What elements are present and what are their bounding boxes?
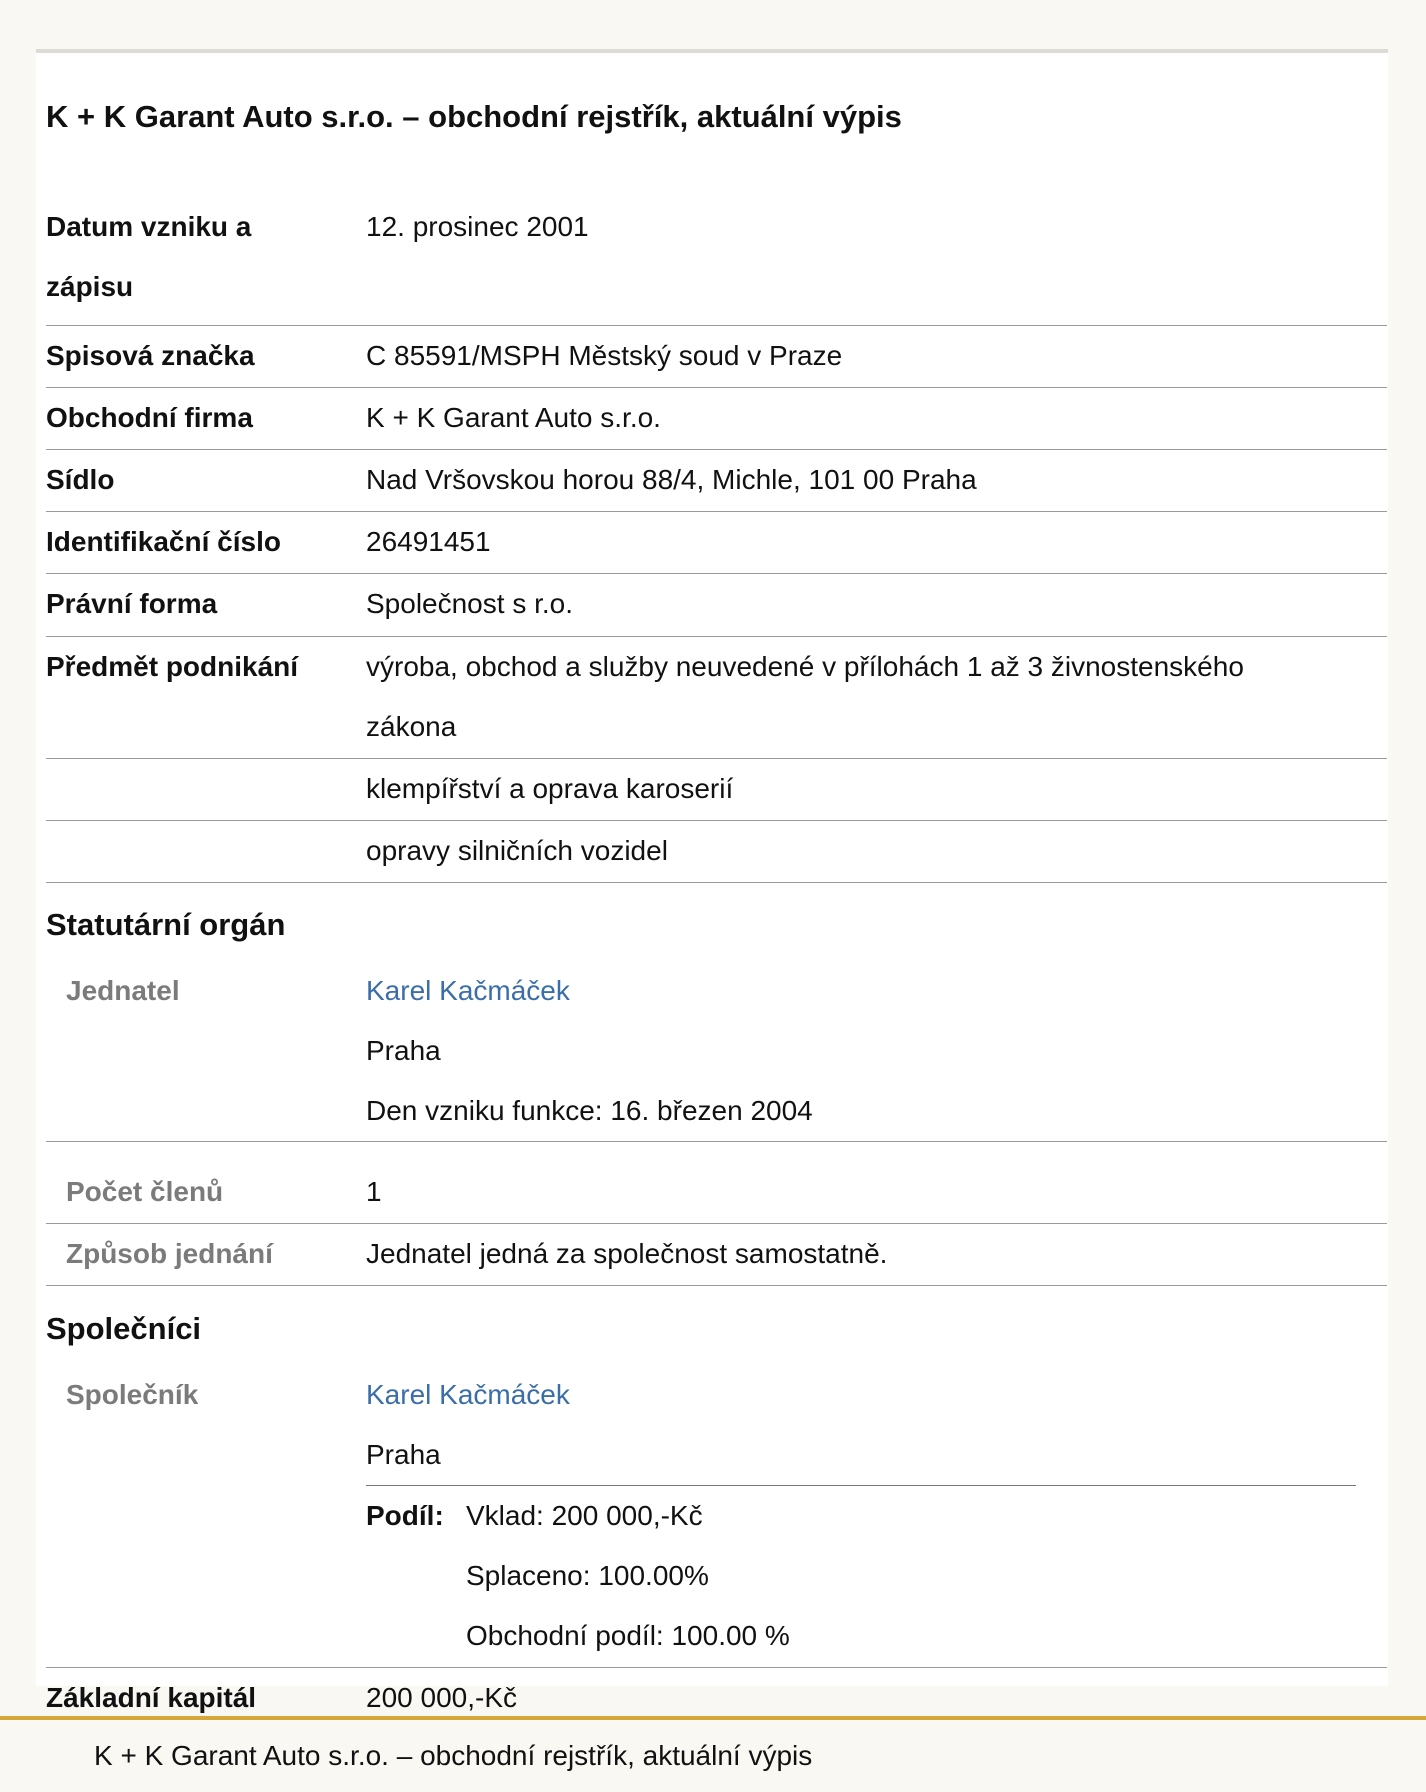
row-label: Společník: [66, 1379, 199, 1410]
row-label-line: zápisu: [46, 271, 134, 302]
row-label: Základní kapitál: [46, 1682, 257, 1713]
page-title: K + K Garant Auto s.r.o. – obchodní rejstřík, aktuální výpis: [46, 99, 902, 134]
person-city: Praha: [366, 1035, 441, 1066]
row-label: [46, 197, 356, 317]
section-heading-spolecnici: Společníci: [46, 1311, 202, 1346]
row-jednatel: [46, 961, 1387, 1142]
share-obchodni-podil: Obchodní podíl: 100.00 %: [466, 1620, 790, 1651]
row-label: Počet členů: [66, 1176, 224, 1207]
row-value: opravy silničních vozidel: [366, 835, 668, 866]
row-value: [366, 961, 813, 1141]
row-value: 200 000,-Kč: [366, 1682, 517, 1713]
share-splaceno: Splaceno: 100.00%: [466, 1560, 709, 1591]
row-label: Sídlo: [46, 464, 115, 495]
row-spolecnik: [46, 1365, 1387, 1668]
row-value: 1: [366, 1176, 382, 1207]
row-value: K + K Garant Auto s.r.o.: [366, 402, 661, 433]
row-sidlo: [46, 450, 1387, 512]
row-label: Právní forma: [46, 588, 218, 619]
function-start-date: Den vzniku funkce: 16. březen 2004: [366, 1095, 813, 1126]
row-value-line: výroba, obchod a služby neuvedené v přílohách 1 až 3 živnostenského: [366, 651, 1244, 682]
row-predmet-podnikani: [46, 637, 1387, 759]
share-label: Podíl:: [366, 1500, 444, 1531]
share-details: [466, 1486, 790, 1666]
row-predmet-item: [46, 821, 1387, 883]
share-vklad: Vklad: 200 000,-Kč: [466, 1500, 703, 1531]
row-identifikacni-cislo: [46, 512, 1387, 574]
row-datum-vzniku: [46, 197, 1387, 326]
row-value-line: zákona: [366, 711, 457, 742]
row-pocet-clenu: [46, 1162, 1387, 1224]
row-value: Nad Vršovskou horou 88/4, Michle, 101 00 Praha: [366, 464, 977, 495]
row-predmet-item: [46, 759, 1387, 821]
row-value: 26491451: [366, 526, 491, 557]
row-label: Předmět podnikání: [46, 651, 299, 682]
section-heading-statutarni-organ: Statutární orgán: [46, 907, 286, 942]
row-value: [366, 637, 1244, 757]
page-footer: [0, 1716, 1426, 1792]
row-pravni-forma: [46, 574, 1387, 637]
row-label: Spisová značka: [46, 340, 255, 371]
row-spisova-znacka: [46, 326, 1387, 388]
row-label: Obchodní firma: [46, 402, 253, 433]
row-value: 12. prosinec 2001: [366, 211, 589, 242]
footer-title: K + K Garant Auto s.r.o. – obchodní rejstřík, aktuální výpis: [94, 1740, 813, 1771]
row-value: C 85591/MSPH Městský soud v Praze: [366, 340, 843, 371]
person-link[interactable]: Karel Kačmáček: [366, 975, 570, 1006]
row-value: Jednatel jedná za společnost samostatně.: [366, 1238, 888, 1269]
register-extract-panel: [36, 49, 1388, 1713]
row-label: Identifikační číslo: [46, 526, 281, 557]
row-zpusob-jednani: [46, 1224, 1387, 1286]
row-label: Způsob jednání: [66, 1238, 273, 1269]
row-value: klempířství a oprava karoserií: [366, 773, 734, 804]
row-label: Jednatel: [66, 975, 180, 1006]
row-value: [366, 1365, 570, 1485]
person-link[interactable]: Karel Kačmáček: [366, 1379, 570, 1410]
person-city: Praha: [366, 1439, 441, 1470]
row-label-line: Datum vzniku a: [46, 211, 252, 242]
row-value: Společnost s r.o.: [366, 588, 574, 619]
row-obchodni-firma: [46, 388, 1387, 450]
